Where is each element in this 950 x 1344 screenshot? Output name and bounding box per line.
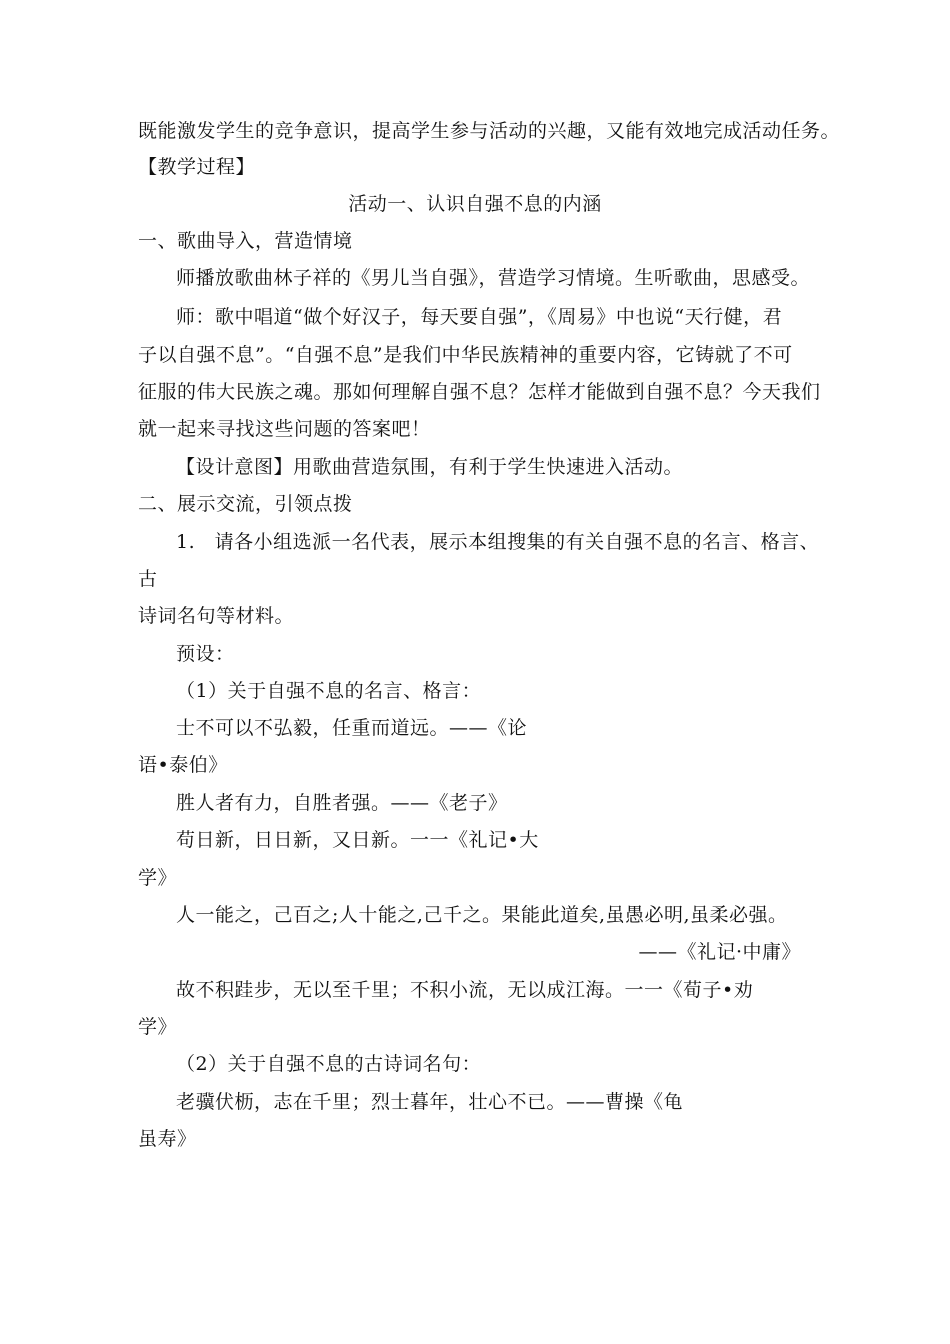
- section1-para2-line3: 征服的伟大民族之魂。那如何理解自强不息？怎样才能做到自强不息？今天我们: [138, 381, 821, 403]
- sub2-heading: （2）关于自强不息的古诗词名句：: [176, 1053, 482, 1075]
- design-intent: 【设计意图】用歌曲营造氛围，有利于学生快速进入活动。: [176, 456, 684, 478]
- section1-para2-line2: 子以自强不息”。“自强不息”是我们中华民族精神的重要内容，它铸就了不可: [138, 344, 793, 366]
- item1-line3: 诗词名句等材料。: [138, 605, 295, 627]
- quote-xunzi-line2: 学》: [138, 1016, 178, 1038]
- sub1-heading: （1）关于自强不息的名言、格言：: [176, 680, 482, 702]
- quote-xunzi-line1: 故不积跬步，无以至千里；不积小流，无以成江海。一一《荀子•劝: [176, 979, 754, 1001]
- quote-lunyu-line1: 士不可以不弘毅，任重而道远。——《论: [176, 717, 528, 739]
- poem-caocao-line2: 虽寿》: [138, 1128, 197, 1150]
- section2-heading: 二、展示交流，引领点拨: [138, 493, 353, 515]
- item1-line2: 古: [138, 568, 158, 590]
- section1-para2-line1: 师：歌中唱道“做个好汉子，每天要自强”，《周易》中也说“天行健，君: [176, 306, 783, 328]
- quote-zhongyong-source: ——《礼记·中庸》: [638, 941, 801, 963]
- section1-heading: 一、歌曲导入，营造情境: [138, 230, 353, 252]
- quote-laozi: 胜人者有力，自胜者强。——《老子》: [176, 792, 508, 814]
- quote-zhongyong-line1: 人一能之，己百之;人十能之,己千之。果能此道矣,虽愚必明,虽柔必强。: [176, 904, 788, 926]
- activity-title: 活动一、认识自强不息的内涵: [348, 193, 602, 215]
- quote-daxue-line1: 苟日新，日日新，又日新。一一《礼记•大: [176, 829, 539, 851]
- poem-caocao-line1: 老骥伏枥，志在千里；烈士暮年，壮心不已。——曹操《龟: [176, 1091, 684, 1113]
- intro-tail-text: 既能激发学生的竞争意识，提高学生参与活动的兴趣，又能有效地完成活动任务。: [138, 120, 841, 142]
- quote-daxue-line2: 学》: [138, 867, 178, 889]
- preset-label: 预设：: [176, 643, 235, 665]
- teaching-process-heading: 【教学过程】: [138, 156, 256, 178]
- section1-para2-line4: 就一起来寻找这些问题的答案吧！: [138, 418, 431, 440]
- item1-line1: 1. 请各小组选派一名代表，展示本组搜集的有关自强不息的名言、格言、: [176, 531, 820, 553]
- section1-para1: 师播放歌曲林子祥的《男儿当自强》，营造学习情境。生听歌曲，思感受。: [176, 267, 811, 289]
- quote-lunyu-line2: 语•泰伯》: [138, 754, 228, 776]
